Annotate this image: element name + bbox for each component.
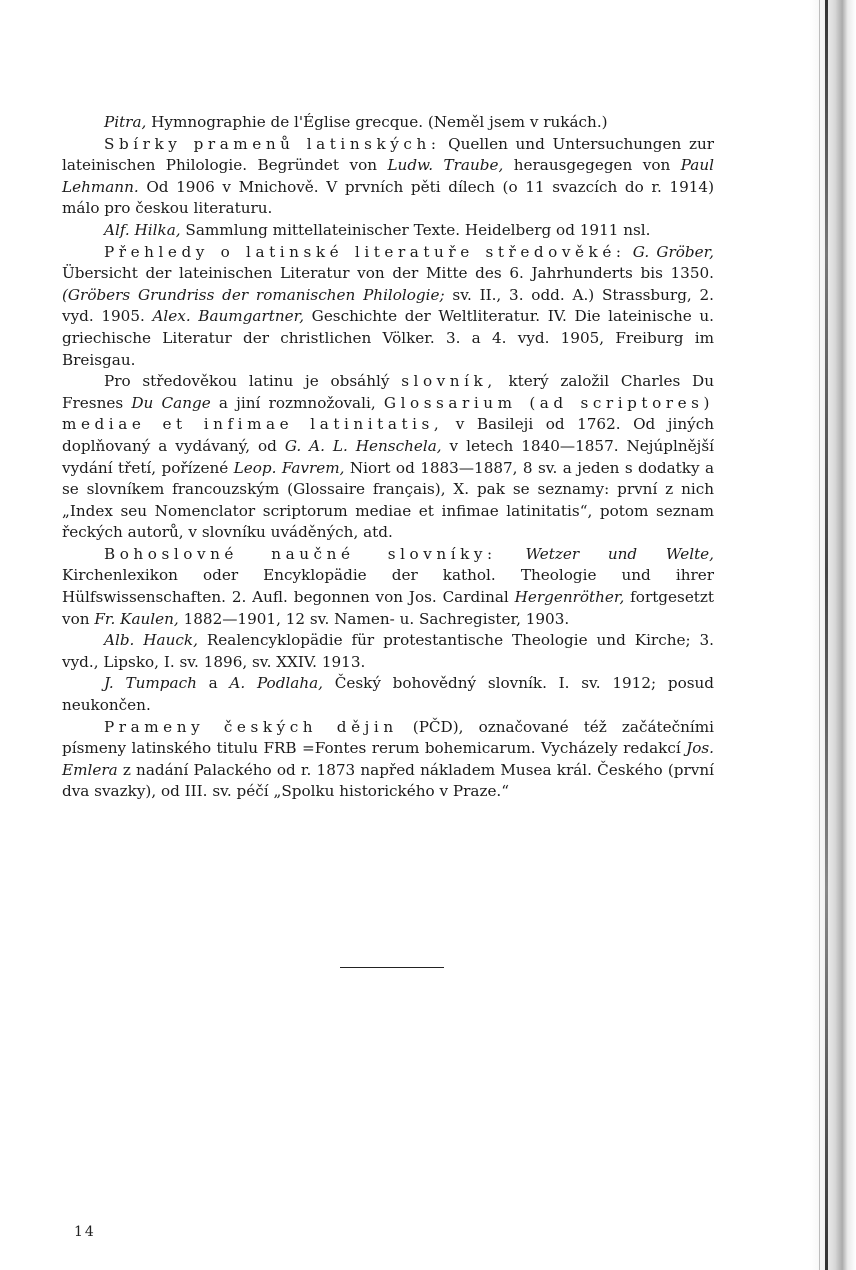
- paragraph-bohoslovne: Bohoslovné naučné slovníky: Wetzer und Welte, Kirchenlexikon oder Encyklopädie der kathol. Theologie und ihrer Hülfswissenschaften. 2. Aufl. begonnen von Jos. Cardinal Hergenröther, fortgesetzt von Fr. Kaulen, 1882—1901, 12 sv. Namen- u. Sachregister, 1903.: [62, 544, 715, 628]
- author-name: Du Cange: [131, 393, 211, 412]
- binding-fold-line: [819, 0, 820, 1270]
- book-binding-edge: [810, 0, 856, 1270]
- spaced-heading: Bohoslovné naučné slovníky:: [104, 544, 497, 563]
- author-name: Paul Lehmann.: [62, 156, 714, 196]
- author-name: G. A. L. Henschela,: [284, 436, 442, 455]
- spaced-heading: Sbírky pramenů latinských:: [104, 134, 441, 153]
- author-name: Jos. Emlera: [62, 739, 714, 779]
- author-name: Ludw. Traube,: [387, 156, 504, 175]
- author-name: G. Gröber,: [632, 242, 714, 261]
- author-name: A. Podlaha,: [229, 674, 323, 693]
- paragraph-hauck: Alb. Hauck, Realencyklopädie für protestantische Theologie und Kirche; 3. vyd., Lipsko, I. sv. 1896, sv. XXIV. 1913.: [62, 631, 714, 671]
- author-name: Pitra,: [104, 113, 147, 131]
- spaced-term: slovník,: [401, 372, 497, 391]
- paragraph-pitra: Pitra, Hymnographie de l'Église grecque. (Neměl jsem v rukách.): [104, 113, 608, 131]
- section-divider: [340, 967, 444, 968]
- spaced-heading: Přehledy o latinské literatuře středověké:: [104, 242, 626, 261]
- spaced-title: Glossarium (ad scriptores) mediae et infimae latinitatis,: [62, 393, 714, 434]
- book-title: (Gröbers Grundriss der romanischen Philologie;: [62, 285, 445, 304]
- author-name: Fr. Kaulen,: [94, 609, 179, 628]
- page-number: 14: [74, 1224, 96, 1240]
- paragraph-slovnik: Pro středověkou latinu je obsáhlý slovník, který založil Charles Du Fresnes Du Cange a jiní rozmnožovali, Glossarium (ad scriptores) mediae et infimae latinitatis, v Basileji od 1762. Od jiných doplňovaný a vydávaný, od G. A. L. Henschela, v letech 1840—1857. Nejúplnější vydání třetí, pořízené Leop. Favrem, Niort od 1883—1887, 8 sv. a jeden s dodatky a se slovníkem francouzským (Glossaire français), X. pak se seznamy: první z nich „Index seu Nomenclator scriptorum mediae et infimae latinitatis“, potom seznam řeckých autorů, v slovníku uváděných, atd.: [62, 372, 714, 542]
- paragraph-prehledy: Přehledy o latinské literatuře středověké: G. Gröber, Übersicht der lateinischen Literatur von der Mitte des 6. Jahrhunderts bis 1350. (Gröbers Grundriss der romanischen Philologie; sv. II., 3. odd. A.) Strassburg, 2. vyd. 1905. Alex. Baumgartner, Geschichte der Weltliteratur. IV. Die lateinische u. griechische Literatur der christlichen Völker. 3. a 4. vyd. 1905, Freiburg im Breisgau.: [62, 242, 715, 369]
- author-name: Alf. Hilka,: [104, 220, 181, 239]
- paragraph-sbirky-pramenu: Sbírky pramenů latinských: Quellen und Untersuchungen zur lateinischen Philologie. Begründet von Ludw. Traube, herausgegegen von Paul Lehmann. Od 1906 v Mnichově. V prvních pěti dílech (o 11 svazcích do r. 1914) málo pro českou literaturu.: [62, 134, 714, 218]
- binding-thread: [825, 0, 828, 1270]
- paragraph-prameny: Prameny českých dějin (PČD), označované též začátečními písmeny latinského titulu FRB =Fontes rerum bohemicarum. Vycházely redakcí Jos. Emlera z nadání Palackého od r. 1873 napřed nákladem Musea král. Českého (první dva svazky), od III. sv. péčí „Spolku historického v Praze.“: [62, 717, 714, 801]
- author-name: Hergenröther,: [514, 588, 625, 607]
- paragraph-tumpach: J. Tumpach a A. Podlaha, Český bohovědný slovník. I. sv. 1912; posud neukončen.: [62, 674, 715, 715]
- paragraph-hilka: Alf. Hilka, Sammlung mittellateinischer Texte. Heidelberg od 1911 nsl.: [104, 220, 651, 239]
- spaced-heading: Prameny českých dějin: [104, 717, 398, 736]
- author-name: Alb. Hauck,: [104, 631, 198, 650]
- author-name: Wetzer und Welte,: [525, 544, 714, 563]
- author-name: Alex. Baumgartner,: [152, 307, 305, 326]
- author-name: Leop. Favrem,: [233, 458, 345, 477]
- body-text: [62, 112, 714, 803]
- author-name: J. Tumpach: [104, 674, 197, 693]
